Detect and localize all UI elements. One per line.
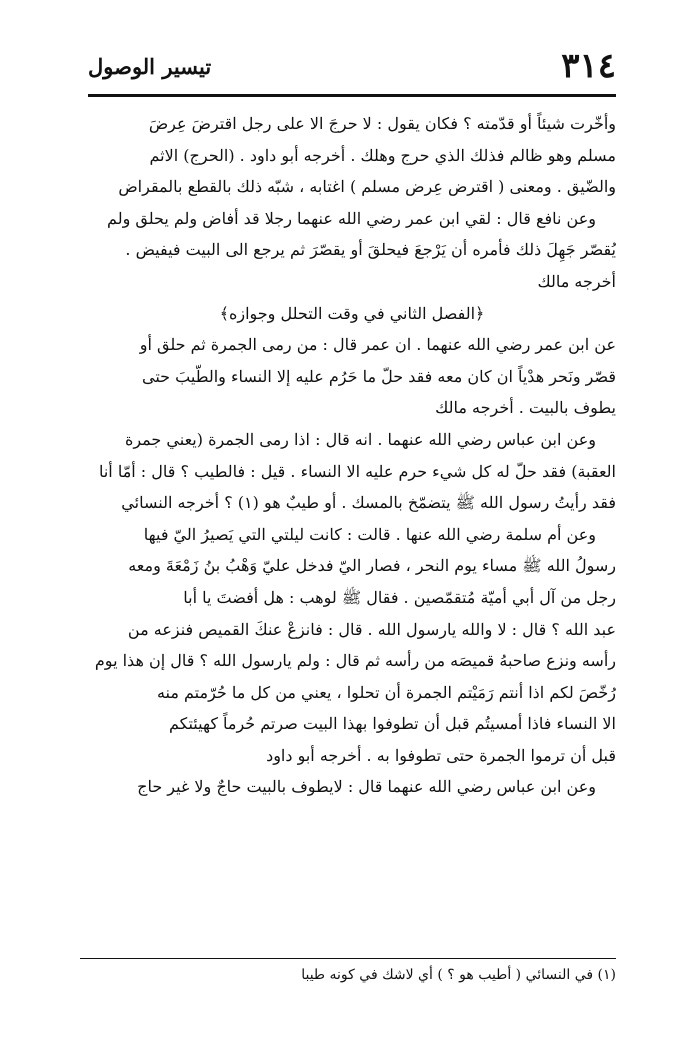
text-line: وعن أم سلمة رضي الله عنها . قالت : كانت ليلتي التي يَصيرُ اليّ فيها bbox=[143, 524, 596, 544]
text-line: قبل أن ترموا الجمرة حتى تطوفوا به . أخرجه أبو داود bbox=[266, 745, 616, 765]
header-rule bbox=[88, 94, 616, 97]
text-line: قصّر ونَحر هدْياً ان كان معه فقد حلّ ما حَرُم عليه إلا النساء والطّيبَ حتى bbox=[142, 366, 616, 386]
text-line: وعن ابن عباس رضي الله عنهما . انه قال : اذا رمى الجمرة (يعني جمرة bbox=[124, 429, 596, 449]
text-line: العقبة) فقد حلّ له كل شيء حرم عليه الا النساء . قيل : فالطيب ؟ قال : أمّا أنا bbox=[98, 461, 616, 481]
text-line: مسلم وهو ظالم فذلك الذي حرج وهلك . أخرجه أبو داود . (الحرج) الاثم bbox=[149, 145, 616, 165]
text-line: والضّيق . ومعنى ( اقترض عِرض مسلم ) اغتابه ، شبّه ذلك بالقطع بالمقراض bbox=[118, 177, 616, 197]
text-line: وأخّرت شيئاً أو قدّمته ؟ فكان يقول : لا حرجَ الا على رجل اقترضَ عِرضَ bbox=[148, 114, 616, 133]
text-line: يُقصّر جَهِلَ ذلك فأمره أن يَرْجعَ فيحلقَ أو يقصّرَ ثم يرجع الى البيت فيفيض . bbox=[125, 240, 616, 260]
footnote-rule bbox=[80, 958, 616, 959]
text-line: رأسه ونزع صاحبهُ قميصَه من رأسه ثم قال : ولم يارسول الله ؟ قال إن هذا يوم bbox=[94, 651, 616, 671]
text-line: وعن ابن عباس رضي الله عنهما قال : لايطوف بالبيت حاجٌ ولا غير حاج bbox=[137, 777, 596, 797]
text-line: رسولُ الله ﷺ مساء يوم النحر ، فصار اليّ فدخل عليّ وَهْبُ بنُ زَمْعَةَ ومعه bbox=[128, 556, 616, 576]
text-line: رُخّصَ لكم اذا أنتم رَمَيْتم الجمرة أن تحلوا ، يعني من كل ما حُرّمتم منه bbox=[156, 682, 616, 702]
text-line: فقد رأيتُ رسول الله ﷺ يتضمّخ بالمسك . أو طيبٌ هو (١) ؟ أخرجه النسائي bbox=[121, 493, 616, 513]
page-header bbox=[88, 40, 616, 92]
section-title: ﴿الفصل الثاني في وقت التحلل وجوازه﴾ bbox=[219, 303, 485, 323]
text-line: وعن نافع قال : لقي ابن عمر رضي الله عنهما رجلا قد أفاض ولم يحلق ولم bbox=[107, 208, 596, 228]
page-body bbox=[88, 108, 616, 803]
text-line: أخرجه مالك bbox=[537, 271, 616, 291]
text-line: عبد الله ؟ قال : لا والله يارسول الله . قال : فانزعْ عنكَ القميص فنزعه من bbox=[127, 619, 616, 639]
text-line: يطوف بالبيت . أخرجه مالك bbox=[435, 398, 616, 418]
text-line: الا النساء فاذا أمسيتُم قبل أن تطوفوا بهذا البيت صرتم حُرماً كهيئتكم bbox=[168, 714, 616, 734]
text-line: رجل من آل أبي أميّة مُتقمّصين . فقال ﷺ لوهب : هل أفضتَ يا أبا bbox=[183, 587, 616, 607]
footnote: (١) في النسائي ( أطيب هو ؟ ) أي لاشك في كونه طيبا bbox=[301, 967, 616, 983]
running-title: تيسير الوصول bbox=[88, 53, 212, 79]
page-number: ٣١٤ bbox=[561, 46, 616, 86]
text-line: عن ابن عمر رضي الله عنهما . ان عمر قال : من رمى الجمرة ثم حلق أو bbox=[139, 335, 616, 355]
